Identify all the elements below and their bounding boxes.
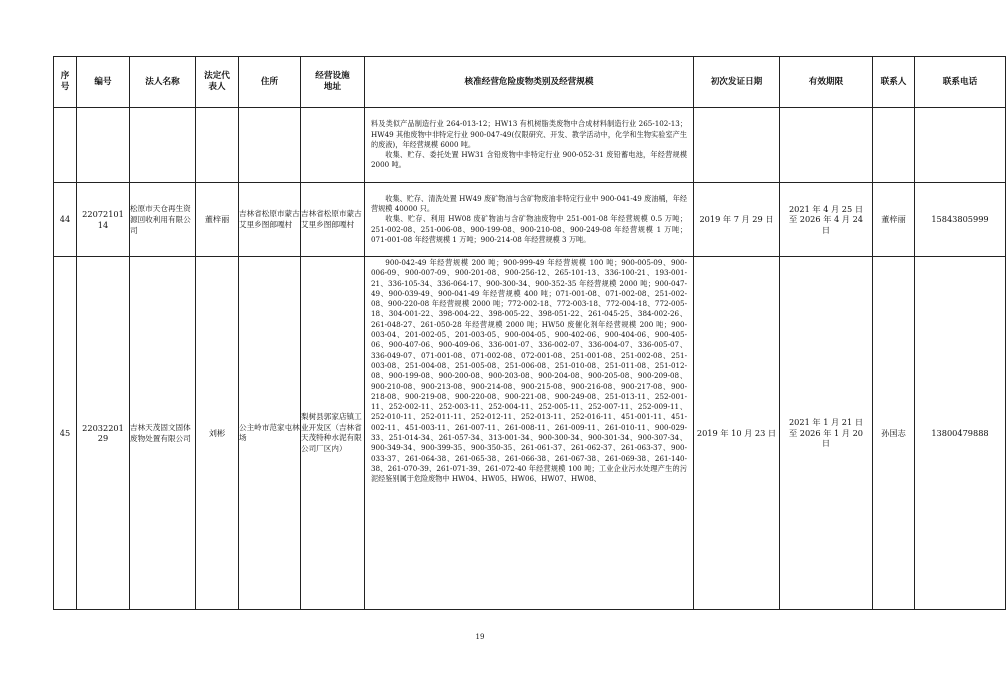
cell-empty	[196, 108, 239, 183]
cell-scope	[365, 183, 694, 257]
cell-contact: 孙国志	[873, 257, 915, 610]
header-seq: 序号	[54, 57, 77, 108]
page-number: 19	[475, 633, 485, 641]
cell-empty	[239, 108, 301, 183]
cell-contact: 董梓丽	[873, 183, 915, 257]
cell-facility: 吉林省松原市蒙古艾里乡图郎嘎村	[301, 183, 365, 257]
scope-text	[365, 258, 693, 608]
cell-company: 吉林天茂固文固体废物处置有限公司	[130, 257, 196, 610]
cell-empty	[873, 108, 915, 183]
cell-rep: 刘彬	[196, 257, 239, 610]
header-address: 住所	[239, 57, 301, 108]
cell-empty	[915, 108, 1006, 183]
header-row	[54, 57, 1006, 108]
cell-empty	[130, 108, 196, 183]
header-phone: 联系电话	[915, 57, 1006, 108]
cell-empty	[780, 108, 873, 183]
scope-line: 收集、贮存、清洗处置 HW49 废矿物油与含矿物废油非特定行业中 900-041-49 废油桶，年经营规模 40000 只。	[371, 193, 687, 214]
header-company: 法人名称	[130, 57, 196, 108]
cell-scope	[365, 257, 694, 610]
license-table	[53, 56, 1006, 610]
cell-company: 松原市天仓再生资源回收利用有限公司	[130, 183, 196, 257]
cell-seq: 44	[54, 183, 77, 257]
cell-code: 2207210114	[77, 183, 130, 257]
cell-rep: 董梓丽	[196, 183, 239, 257]
header-validity: 有效期限	[780, 57, 873, 108]
cell-phone: 15843805999	[915, 183, 1006, 257]
header-scope: 核准经营危险废物类别及经营规模	[365, 57, 694, 108]
cell-validity: 2021 年 4 月 25 日至 2026 年 4 月 24 日	[780, 183, 873, 257]
table-row	[54, 257, 1006, 610]
cell-empty	[77, 108, 130, 183]
cell-empty	[301, 108, 365, 183]
scope-line: 料及类似产品制造行业 264-013-12；HW13 有机树脂类废物中合成材料制造行业 265-102-13；HW49 其他废物中非特定行业 900-047-49(仅限研究、开发、教学活动中，化学和生物实验室产生的废液)，年经营规模 6000 吨。	[371, 119, 687, 149]
cell-phone: 13800479888	[915, 257, 1006, 610]
table-row-continued	[54, 108, 1006, 183]
cell-validity: 2021 年 1 月 21 日至 2026 年 1 月 20 日	[780, 257, 873, 610]
header-code: 编号	[77, 57, 130, 108]
scope-line: 900-042-49 年经营规模 200 吨；900-999-49 年经营规模 100 吨；900-005-09、900-006-09、900-007-09、900-201-08、900-256-12、265-101-13、336-100-21、193-001-21、336-105-34、336-064-17、900-300-34、900-352-35 年经营规模 2000 吨；900-047-49、900-039-49、900-041-49 年经营规模 400 吨；071-001-08、071-002-08、251-002-08、900-220-08 年经营规模 2000 吨；772-002-18、772-003-18、772-004-18、772-005-18、304-001-22、398-004-22、398-005-22、398-051-22、261-045-25、384-002-26、261-048-27、261-050-28 年经营规模 2000 吨；HW50 废催化剂年经营规模 200 吨；900-003-04、201-002-05、201-003-05、900-004-05、900-402-06、900-404-06、900-405-06、900-407-06、900-409-06、336-001-07、336-002-07、336-004-07、336-005-07、336-049-07、071-001-08、071-002-08、072-001-08、251-001-08、251-002-08、251-003-08、251-004-08、251-005-08、251-006-08、251-010-08、251-011-08、251-012-08、900-199-08、900-200-08、900-203-08、900-204-08、900-205-08、900-209-08、900-210-08、900-213-08、900-214-08、900-215-08、900-216-08、900-217-08、900-218-08、900-219-08、900-220-08、900-221-08、900-249-08、251-013-11、252-001-11、252-002-11、252-003-11、252-004-11、252-005-11、252-007-11、252-009-11、252-010-11、252-011-11、252-012-11、252-013-11、252-016-11、451-001-11、451-002-11、451-003-11、261-007-11、261-008-11、261-009-11、261-010-11、900-029-33、251-014-34、261-057-34、313-001-34、900-300-34、900-301-34、900-307-34、900-349-34、900-399-35、900-350-35、261-061-37、261-062-37、261-063-37、900-033-37、261-064-38、261-065-38、261-066-38、261-067-38、261-069-38、261-140-38、261-070-39、261-071-39、261-072-40 年经营规模 100 吨；工业企业污水处理产生的污泥经鉴别属于危险废物中 HW04、HW05、HW06、HW07、HW08、	[371, 258, 687, 484]
cell-scope-continued	[365, 108, 694, 183]
header-rep: 法定代表人	[196, 57, 239, 108]
scope-text	[365, 194, 693, 245]
cell-address: 吉林省松原市蒙古艾里乡图郎嘎村	[239, 183, 301, 257]
table-row	[54, 183, 1006, 257]
cell-facility: 梨树县郭家店镇工业开发区（吉林省天茂特种水泥有限公司厂区内）	[301, 257, 365, 610]
cell-seq: 45	[54, 257, 77, 610]
cell-empty	[54, 108, 77, 183]
cell-empty	[694, 108, 780, 183]
scope-text	[365, 119, 693, 170]
scope-line: 收集、贮存、利用 HW08 废矿物油与含矿物油废物中 251-001-08 年经营规模 0.5 万吨；251-002-08、251-006-08、900-199-08、900-210-08、900-249-08 年经营规模 1 万吨；071-001-08 年经营规模 1 万吨；900-214-08 年经营规模 3 万吨。	[371, 214, 687, 244]
header-first-date: 初次发证日期	[694, 57, 780, 108]
cell-address: 公主岭市范家屯林场	[239, 257, 301, 610]
header-contact: 联系人	[873, 57, 915, 108]
cell-first-date: 2019 年 7 月 29 日	[694, 183, 780, 257]
header-facility: 经营设施地址	[301, 57, 365, 108]
cell-code: 2203220129	[77, 257, 130, 610]
cell-first-date: 2019 年 10 月 23 日	[694, 257, 780, 610]
scope-line: 收集、贮存、委托处置 HW31 含铅废物中非特定行业 900-052-31 废铅蓄电池，年经营规模 2000 吨。	[371, 150, 690, 170]
